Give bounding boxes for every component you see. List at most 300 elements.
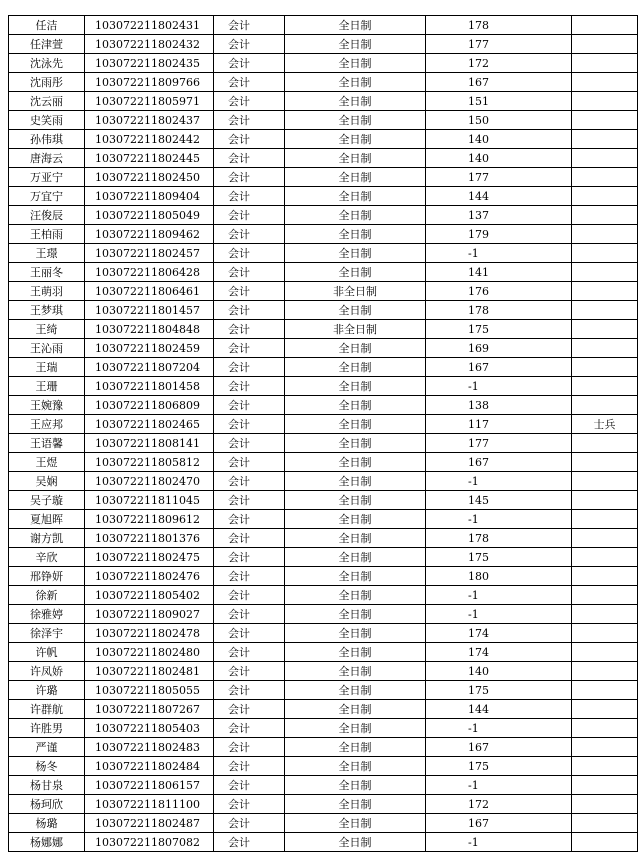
cell-major: 会计: [214, 548, 285, 567]
cell-study-type: 全日制: [285, 567, 426, 586]
cell-note: [572, 16, 638, 35]
cell-name: 沈雨彤: [9, 73, 85, 92]
cell-score: 150: [426, 111, 572, 130]
cell-major: 会计: [214, 643, 285, 662]
cell-name: 王璟: [9, 244, 85, 263]
cell-exam-id: 103072211809462: [85, 225, 214, 244]
cell-study-type: 全日制: [285, 396, 426, 415]
cell-score: 140: [426, 130, 572, 149]
cell-study-type: 全日制: [285, 35, 426, 54]
cell-major: 会计: [214, 700, 285, 719]
cell-major: 会计: [214, 662, 285, 681]
cell-score: 174: [426, 643, 572, 662]
cell-score: 176: [426, 282, 572, 301]
cell-study-type: 全日制: [285, 757, 426, 776]
table-row: [9, 206, 638, 225]
table-row: [9, 605, 638, 624]
cell-exam-id: 103072211805049: [85, 206, 214, 225]
cell-name: 王梦琪: [9, 301, 85, 320]
cell-name: 杨甘泉: [9, 776, 85, 795]
cell-exam-id: 103072211802435: [85, 54, 214, 73]
score-sheet: [8, 15, 638, 852]
table-row: [9, 510, 638, 529]
table-row: [9, 491, 638, 510]
cell-score: 178: [426, 16, 572, 35]
cell-note: [572, 567, 638, 586]
cell-score: 175: [426, 320, 572, 339]
cell-exam-id: 103072211809027: [85, 605, 214, 624]
cell-name: 辛欣: [9, 548, 85, 567]
cell-note: [572, 757, 638, 776]
cell-major: 会计: [214, 814, 285, 833]
cell-study-type: 全日制: [285, 662, 426, 681]
cell-major: 会计: [214, 130, 285, 149]
cell-study-type: 全日制: [285, 434, 426, 453]
cell-exam-id: 103072211801376: [85, 529, 214, 548]
cell-name: 任洁: [9, 16, 85, 35]
table-row: [9, 111, 638, 130]
table-row: [9, 453, 638, 472]
cell-major: 会计: [214, 624, 285, 643]
cell-score: 151: [426, 92, 572, 111]
cell-score: 175: [426, 757, 572, 776]
cell-note: [572, 187, 638, 206]
cell-note: [572, 434, 638, 453]
cell-name: 许帆: [9, 643, 85, 662]
cell-major: 会计: [214, 510, 285, 529]
cell-major: 会计: [214, 206, 285, 225]
cell-name: 王柏雨: [9, 225, 85, 244]
cell-exam-id: 103072211809766: [85, 73, 214, 92]
table-row: [9, 719, 638, 738]
cell-score: 145: [426, 491, 572, 510]
cell-exam-id: 103072211806461: [85, 282, 214, 301]
cell-name: 王瑞: [9, 358, 85, 377]
cell-exam-id: 103072211802470: [85, 472, 214, 491]
cell-score: -1: [426, 586, 572, 605]
cell-note: [572, 396, 638, 415]
cell-study-type: 全日制: [285, 187, 426, 206]
cell-note: [572, 776, 638, 795]
table-row: [9, 700, 638, 719]
cell-name: 杨珂欣: [9, 795, 85, 814]
cell-note: [572, 510, 638, 529]
cell-note: [572, 624, 638, 643]
table-body: [9, 16, 638, 852]
cell-note: [572, 206, 638, 225]
cell-name: 吴娴: [9, 472, 85, 491]
cell-study-type: 全日制: [285, 529, 426, 548]
table-row: [9, 681, 638, 700]
cell-major: 会计: [214, 358, 285, 377]
cell-score: -1: [426, 377, 572, 396]
cell-study-type: 全日制: [285, 244, 426, 263]
cell-exam-id: 103072211802445: [85, 149, 214, 168]
cell-exam-id: 103072211801457: [85, 301, 214, 320]
cell-major: 会计: [214, 73, 285, 92]
cell-exam-id: 103072211811045: [85, 491, 214, 510]
cell-exam-id: 103072211802484: [85, 757, 214, 776]
table-row: [9, 567, 638, 586]
table-row: [9, 339, 638, 358]
cell-score: 169: [426, 339, 572, 358]
cell-exam-id: 103072211807267: [85, 700, 214, 719]
cell-note: [572, 225, 638, 244]
cell-major: 会计: [214, 149, 285, 168]
table-row: [9, 643, 638, 662]
cell-study-type: 全日制: [285, 738, 426, 757]
cell-major: 会计: [214, 757, 285, 776]
cell-score: -1: [426, 510, 572, 529]
table-row: [9, 586, 638, 605]
cell-score: 137: [426, 206, 572, 225]
cell-score: 178: [426, 301, 572, 320]
cell-note: [572, 700, 638, 719]
cell-study-type: 全日制: [285, 681, 426, 700]
cell-exam-id: 103072211807082: [85, 833, 214, 852]
cell-major: 会计: [214, 605, 285, 624]
cell-score: 138: [426, 396, 572, 415]
cell-note: [572, 339, 638, 358]
cell-exam-id: 103072211802483: [85, 738, 214, 757]
table-row: [9, 92, 638, 111]
table-row: [9, 529, 638, 548]
cell-note: [572, 111, 638, 130]
cell-major: 会计: [214, 263, 285, 282]
table-row: [9, 73, 638, 92]
cell-name: 许璐: [9, 681, 85, 700]
cell-exam-id: 103072211806157: [85, 776, 214, 795]
cell-exam-id: 103072211807204: [85, 358, 214, 377]
table-row: [9, 624, 638, 643]
cell-score: 180: [426, 567, 572, 586]
cell-name: 徐新: [9, 586, 85, 605]
table-row: [9, 168, 638, 187]
cell-major: 会计: [214, 681, 285, 700]
cell-note: [572, 301, 638, 320]
cell-name: 王丽冬: [9, 263, 85, 282]
cell-name: 王应邦: [9, 415, 85, 434]
table-row: [9, 377, 638, 396]
cell-note: [572, 548, 638, 567]
cell-name: 沈云丽: [9, 92, 85, 111]
cell-score: -1: [426, 719, 572, 738]
cell-study-type: 非全日制: [285, 320, 426, 339]
cell-exam-id: 103072211804848: [85, 320, 214, 339]
cell-note: [572, 605, 638, 624]
cell-study-type: 全日制: [285, 16, 426, 35]
cell-note: [572, 586, 638, 605]
cell-exam-id: 103072211802480: [85, 643, 214, 662]
table-row: [9, 814, 638, 833]
cell-major: 会计: [214, 415, 285, 434]
cell-study-type: 全日制: [285, 814, 426, 833]
cell-note: [572, 54, 638, 73]
cell-exam-id: 103072211806428: [85, 263, 214, 282]
cell-note: 士兵: [572, 415, 638, 434]
cell-score: 140: [426, 662, 572, 681]
cell-note: [572, 719, 638, 738]
cell-major: 会计: [214, 187, 285, 206]
cell-note: [572, 833, 638, 852]
cell-score: 175: [426, 548, 572, 567]
table-row: [9, 244, 638, 263]
cell-exam-id: 103072211809404: [85, 187, 214, 206]
cell-note: [572, 814, 638, 833]
table-row: [9, 130, 638, 149]
table-row: [9, 225, 638, 244]
table-row: [9, 301, 638, 320]
cell-study-type: 全日制: [285, 795, 426, 814]
table-row: [9, 187, 638, 206]
cell-name: 许胜男: [9, 719, 85, 738]
cell-name: 唐海云: [9, 149, 85, 168]
table-row: [9, 757, 638, 776]
cell-score: 167: [426, 814, 572, 833]
cell-note: [572, 529, 638, 548]
table-row: [9, 54, 638, 73]
cell-score: -1: [426, 605, 572, 624]
cell-study-type: 全日制: [285, 54, 426, 73]
cell-study-type: 全日制: [285, 377, 426, 396]
cell-score: 172: [426, 795, 572, 814]
cell-exam-id: 103072211805055: [85, 681, 214, 700]
cell-name: 许凤娇: [9, 662, 85, 681]
cell-exam-id: 103072211802465: [85, 415, 214, 434]
cell-name: 王沁雨: [9, 339, 85, 358]
cell-name: 谢方凯: [9, 529, 85, 548]
cell-major: 会计: [214, 282, 285, 301]
cell-exam-id: 103072211802442: [85, 130, 214, 149]
table-row: [9, 320, 638, 339]
cell-exam-id: 103072211802450: [85, 168, 214, 187]
cell-note: [572, 681, 638, 700]
cell-major: 会计: [214, 776, 285, 795]
cell-note: [572, 149, 638, 168]
cell-exam-id: 103072211805812: [85, 453, 214, 472]
cell-name: 沈泳先: [9, 54, 85, 73]
cell-study-type: 全日制: [285, 833, 426, 852]
cell-study-type: 全日制: [285, 643, 426, 662]
cell-major: 会计: [214, 225, 285, 244]
cell-name: 杨璐: [9, 814, 85, 833]
cell-major: 会计: [214, 472, 285, 491]
table-row: [9, 16, 638, 35]
cell-name: 邢铮妍: [9, 567, 85, 586]
cell-note: [572, 244, 638, 263]
cell-major: 会计: [214, 719, 285, 738]
table-row: [9, 282, 638, 301]
cell-note: [572, 35, 638, 54]
cell-name: 吴子璇: [9, 491, 85, 510]
cell-score: 167: [426, 453, 572, 472]
cell-exam-id: 103072211802481: [85, 662, 214, 681]
table-row: [9, 795, 638, 814]
cell-exam-id: 103072211809612: [85, 510, 214, 529]
cell-name: 王语馨: [9, 434, 85, 453]
cell-study-type: 全日制: [285, 491, 426, 510]
cell-note: [572, 168, 638, 187]
cell-exam-id: 103072211811100: [85, 795, 214, 814]
cell-study-type: 非全日制: [285, 282, 426, 301]
cell-name: 徐泽宇: [9, 624, 85, 643]
cell-note: [572, 738, 638, 757]
cell-score: 177: [426, 168, 572, 187]
cell-major: 会计: [214, 301, 285, 320]
cell-major: 会计: [214, 35, 285, 54]
cell-exam-id: 103072211805403: [85, 719, 214, 738]
cell-name: 王婉豫: [9, 396, 85, 415]
table-row: [9, 358, 638, 377]
cell-score: -1: [426, 472, 572, 491]
cell-name: 严谨: [9, 738, 85, 757]
cell-note: [572, 282, 638, 301]
cell-study-type: 全日制: [285, 586, 426, 605]
table-row: [9, 263, 638, 282]
cell-study-type: 全日制: [285, 149, 426, 168]
cell-note: [572, 73, 638, 92]
cell-name: 徐雅婷: [9, 605, 85, 624]
cell-note: [572, 92, 638, 111]
cell-name: 王珊: [9, 377, 85, 396]
cell-name: 史笑雨: [9, 111, 85, 130]
cell-score: 175: [426, 681, 572, 700]
cell-exam-id: 103072211802437: [85, 111, 214, 130]
cell-study-type: 全日制: [285, 358, 426, 377]
cell-name: 万亚宁: [9, 168, 85, 187]
cell-score: 177: [426, 434, 572, 453]
cell-note: [572, 358, 638, 377]
cell-exam-id: 103072211802487: [85, 814, 214, 833]
cell-study-type: 全日制: [285, 168, 426, 187]
cell-note: [572, 662, 638, 681]
table-row: [9, 472, 638, 491]
cell-major: 会计: [214, 795, 285, 814]
table-row: [9, 35, 638, 54]
cell-score: -1: [426, 244, 572, 263]
cell-exam-id: 103072211805971: [85, 92, 214, 111]
cell-major: 会计: [214, 92, 285, 111]
cell-major: 会计: [214, 244, 285, 263]
cell-name: 王绮: [9, 320, 85, 339]
cell-major: 会计: [214, 339, 285, 358]
table-row: [9, 548, 638, 567]
cell-exam-id: 103072211802432: [85, 35, 214, 54]
cell-major: 会计: [214, 567, 285, 586]
cell-name: 任津萱: [9, 35, 85, 54]
table-row: [9, 738, 638, 757]
cell-note: [572, 130, 638, 149]
cell-exam-id: 103072211805402: [85, 586, 214, 605]
cell-exam-id: 103072211802459: [85, 339, 214, 358]
cell-note: [572, 263, 638, 282]
cell-name: 杨娜娜: [9, 833, 85, 852]
cell-name: 夏旭晖: [9, 510, 85, 529]
cell-score: 177: [426, 35, 572, 54]
cell-study-type: 全日制: [285, 624, 426, 643]
cell-study-type: 全日制: [285, 206, 426, 225]
cell-score: -1: [426, 833, 572, 852]
cell-exam-id: 103072211802478: [85, 624, 214, 643]
cell-study-type: 全日制: [285, 339, 426, 358]
cell-study-type: 全日制: [285, 415, 426, 434]
table-row: [9, 396, 638, 415]
cell-note: [572, 377, 638, 396]
cell-score: 167: [426, 73, 572, 92]
cell-major: 会计: [214, 168, 285, 187]
cell-score: 174: [426, 624, 572, 643]
cell-major: 会计: [214, 453, 285, 472]
table-row: [9, 776, 638, 795]
cell-study-type: 全日制: [285, 453, 426, 472]
cell-exam-id: 103072211802475: [85, 548, 214, 567]
cell-study-type: 全日制: [285, 73, 426, 92]
cell-exam-id: 103072211808141: [85, 434, 214, 453]
cell-study-type: 全日制: [285, 719, 426, 738]
cell-name: 汪俊辰: [9, 206, 85, 225]
cell-study-type: 全日制: [285, 776, 426, 795]
cell-major: 会计: [214, 377, 285, 396]
cell-major: 会计: [214, 16, 285, 35]
cell-name: 万宜宁: [9, 187, 85, 206]
cell-study-type: 全日制: [285, 700, 426, 719]
cell-exam-id: 103072211802431: [85, 16, 214, 35]
cell-study-type: 全日制: [285, 92, 426, 111]
cell-name: 杨冬: [9, 757, 85, 776]
table-row: [9, 415, 638, 434]
cell-study-type: 全日制: [285, 472, 426, 491]
cell-score: -1: [426, 776, 572, 795]
cell-score: 178: [426, 529, 572, 548]
cell-major: 会计: [214, 54, 285, 73]
cell-note: [572, 795, 638, 814]
cell-note: [572, 643, 638, 662]
cell-name: 王萌羽: [9, 282, 85, 301]
cell-score: 167: [426, 738, 572, 757]
table-row: [9, 434, 638, 453]
cell-name: 孙伟琪: [9, 130, 85, 149]
cell-score: 172: [426, 54, 572, 73]
cell-note: [572, 491, 638, 510]
cell-major: 会计: [214, 111, 285, 130]
cell-note: [572, 472, 638, 491]
cell-major: 会计: [214, 434, 285, 453]
table-row: [9, 662, 638, 681]
cell-study-type: 全日制: [285, 548, 426, 567]
cell-exam-id: 103072211802457: [85, 244, 214, 263]
cell-study-type: 全日制: [285, 225, 426, 244]
cell-major: 会计: [214, 586, 285, 605]
cell-study-type: 全日制: [285, 130, 426, 149]
cell-major: 会计: [214, 738, 285, 757]
table-row: [9, 833, 638, 852]
cell-name: 王煜: [9, 453, 85, 472]
cell-score: 144: [426, 700, 572, 719]
cell-study-type: 全日制: [285, 263, 426, 282]
cell-major: 会计: [214, 320, 285, 339]
cell-name: 许群航: [9, 700, 85, 719]
cell-study-type: 全日制: [285, 111, 426, 130]
cell-major: 会计: [214, 396, 285, 415]
cell-note: [572, 320, 638, 339]
cell-score: 117: [426, 415, 572, 434]
table-row: [9, 149, 638, 168]
cell-exam-id: 103072211802476: [85, 567, 214, 586]
cell-score: 167: [426, 358, 572, 377]
score-table: [8, 15, 638, 852]
cell-major: 会计: [214, 491, 285, 510]
cell-study-type: 全日制: [285, 605, 426, 624]
